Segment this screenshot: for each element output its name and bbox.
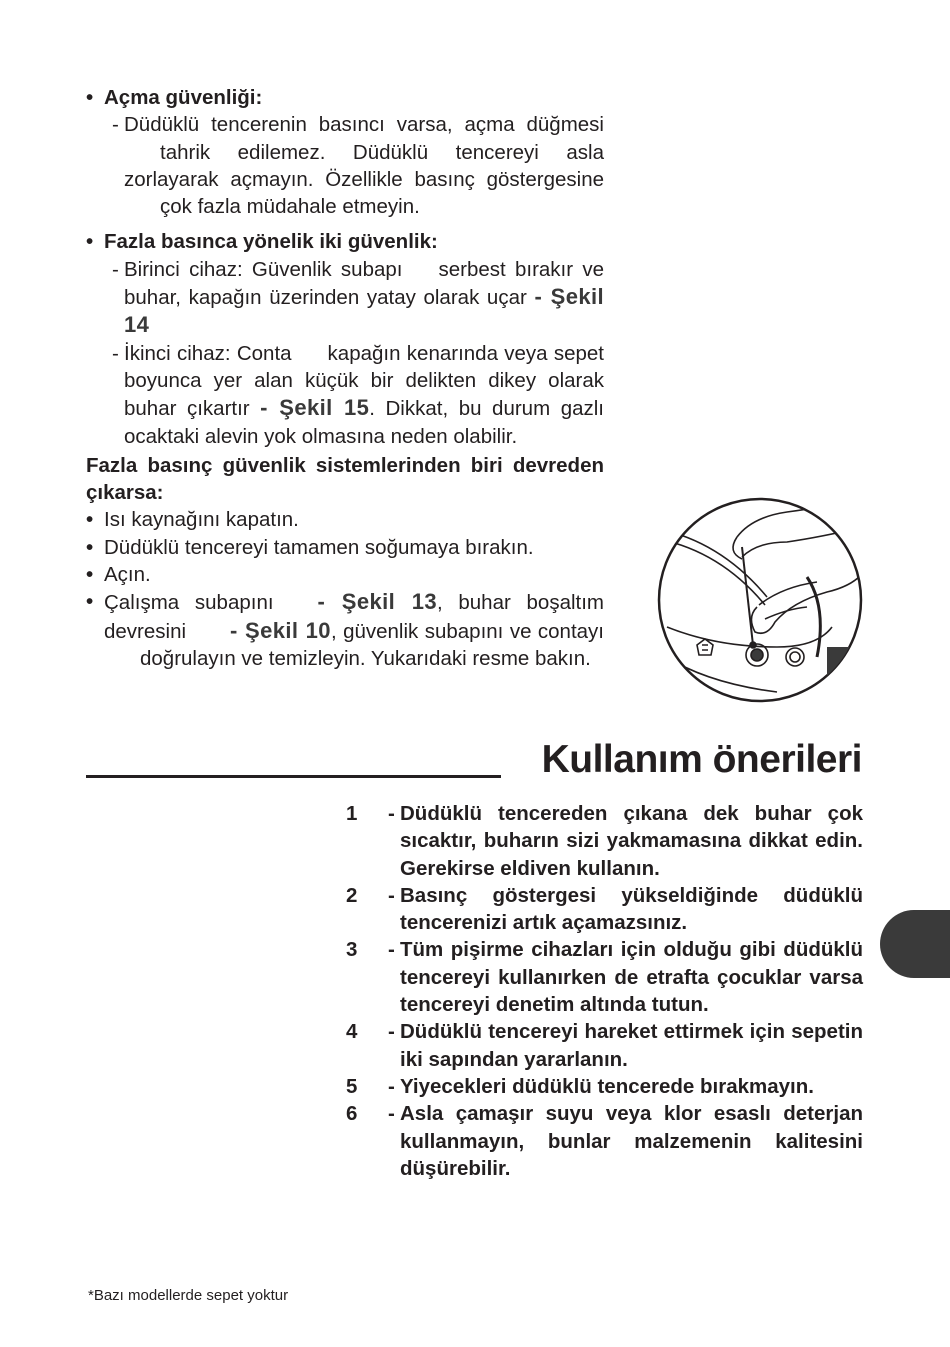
figure-ref-13: - Şekil 13 <box>317 589 437 615</box>
opening-text-1: Düdüklü tencerenin basıncı varsa, açma düğmesi <box>124 113 604 137</box>
failure-bullet-4 <box>86 588 604 672</box>
tip-text: Tüm pişirme cihazları için olduğu gibi düdüklü tencereyi kullanırken de etrafta çocuklar varsa tencereyi denetim altında tutun. <box>400 938 863 1017</box>
tip-number: 3 <box>346 938 358 962</box>
tip-item: 6 - Asla çamaşır suyu veya klor esaslı deterjan kullanmayın, bunlar malzemenin kalitesini düşürebilir. <box>346 1102 863 1180</box>
section-title: Kullanım önerileri <box>541 738 862 781</box>
tip-number: 6 <box>346 1102 358 1126</box>
opening-safety-item <box>86 111 604 220</box>
tip-number: 5 <box>346 1074 358 1098</box>
tip-text: Düdüklü tencereden çıkana dek buhar çok sıcaktır, buharın sizi yakmamasına dikkat edin. Gerekirse eldiven kullanın. <box>400 802 863 880</box>
valve-cleaning-illustration <box>657 497 863 703</box>
tip-text: Yiyecekleri düdüklü tencerede bırakmayın. <box>400 1074 814 1098</box>
overpressure-item-1 <box>86 256 604 340</box>
tip-text: Basınç göstergesi yükseldiğinde düdüklü tencerenizi artık açamazsınız. <box>400 883 863 935</box>
footnote: *Bazı modellerde sepet yoktur <box>88 1287 289 1304</box>
overpressure-item-2 <box>86 340 604 450</box>
overpressure-heading: • Fazla basınca yönelik iki güvenlik: <box>86 228 604 255</box>
figure-ref-10: - Şekil 10 <box>230 617 331 643</box>
opening-text-2: tahrik edilemez. Düdüklü tencereyi asla zorlayarak açmayın. Özellikle basınç göstergesine <box>124 140 604 191</box>
failure-4-text-d: doğrulayın ve temizleyin. Yukarıdaki resme bakın. <box>140 646 591 670</box>
section-rule <box>86 775 501 778</box>
figure-ref-15: - Şekil 15 <box>260 395 370 421</box>
overpressure-1-text-b: serbest bırakır ve buhar, kapağın üzerinden yatay olarak uçar <box>124 257 604 310</box>
tip-item: 3 - Tüm pişirme cihazları için olduğu gibi düdüklü tencereyi kullanırken de etrafta çocuklar varsa tencereyi denetim altında tutun. <box>346 938 863 1017</box>
tip-number: 4 <box>346 1020 358 1044</box>
tip-number: 2 <box>346 883 358 907</box>
failure-bullet-3: • Açın. <box>86 561 604 588</box>
overpressure-1-text-a: Birinci cihaz: Güvenlik subapı <box>124 257 403 281</box>
dash-marker: - <box>112 341 119 365</box>
safety-column <box>86 84 604 672</box>
failure-4-text-a: Çalışma subapını <box>104 591 274 615</box>
overpressure-2-text-c: . Dikkat, bu durum gazlı ocaktaki alevin yok olmasına neden olabilir. <box>124 397 604 448</box>
failure-bullet-1: • Isı kaynağını kapatın. <box>86 506 604 533</box>
failure-heading: Fazla basınç güvenlik sistemlerinden biri devreden çıkarsa: <box>86 453 604 505</box>
tip-number: 1 <box>346 802 358 825</box>
failure-4-text-c: , güvenlik subapını ve contayı <box>330 619 605 643</box>
dash-marker: - <box>112 113 119 137</box>
tip-text: Asla çamaşır suyu veya klor esaslı deterjan kullanmayın, bunlar malzemenin kalitesini düşürebilir. <box>400 1102 863 1180</box>
dash-marker: - <box>112 257 119 281</box>
page-edge-tab <box>880 910 950 978</box>
usage-tips-list <box>346 800 863 1182</box>
tip-item: 2 - Basınç göstergesi yükseldiğinde düdüklü tencerenizi artık açamazsınız. <box>346 883 863 935</box>
tip-item: 4 - Düdüklü tencereyi hareket ettirmek için sepetin iki sapından yararlanın. <box>346 1020 863 1071</box>
tip-item: 1 - Düdüklü tencereden çıkana dek buhar çok sıcaktır, buharın sizi yakmamasına dikkat edin. Gerekirse eldiven kullanın. <box>346 802 863 880</box>
tip-item: 5 - Yiyecekleri düdüklü tencerede bırakmayın. <box>346 1073 863 1100</box>
figure-ref-14: - Şekil 14 <box>124 284 604 338</box>
failure-bullet-2: • Düdüklü tencereyi tamamen soğumaya bırakın. <box>86 534 604 561</box>
overpressure-2-text-b: kapağın kenarında veya sepet boyunca yer alan küçük bir delikten dikey olarak buhar çıkartır <box>124 341 604 421</box>
tip-text: Düdüklü tencereyi hareket ettirmek için sepetin iki sapından yararlanın. <box>400 1020 863 1071</box>
opening-safety-heading: • Açma güvenliği: <box>86 84 604 111</box>
opening-text-3: çok fazla müdahale etmeyin. <box>160 195 420 219</box>
failure-4-text-b: , buhar boşaltım devresini <box>104 591 604 643</box>
overpressure-2-text-a: İkinci cihaz: Conta <box>124 341 292 365</box>
